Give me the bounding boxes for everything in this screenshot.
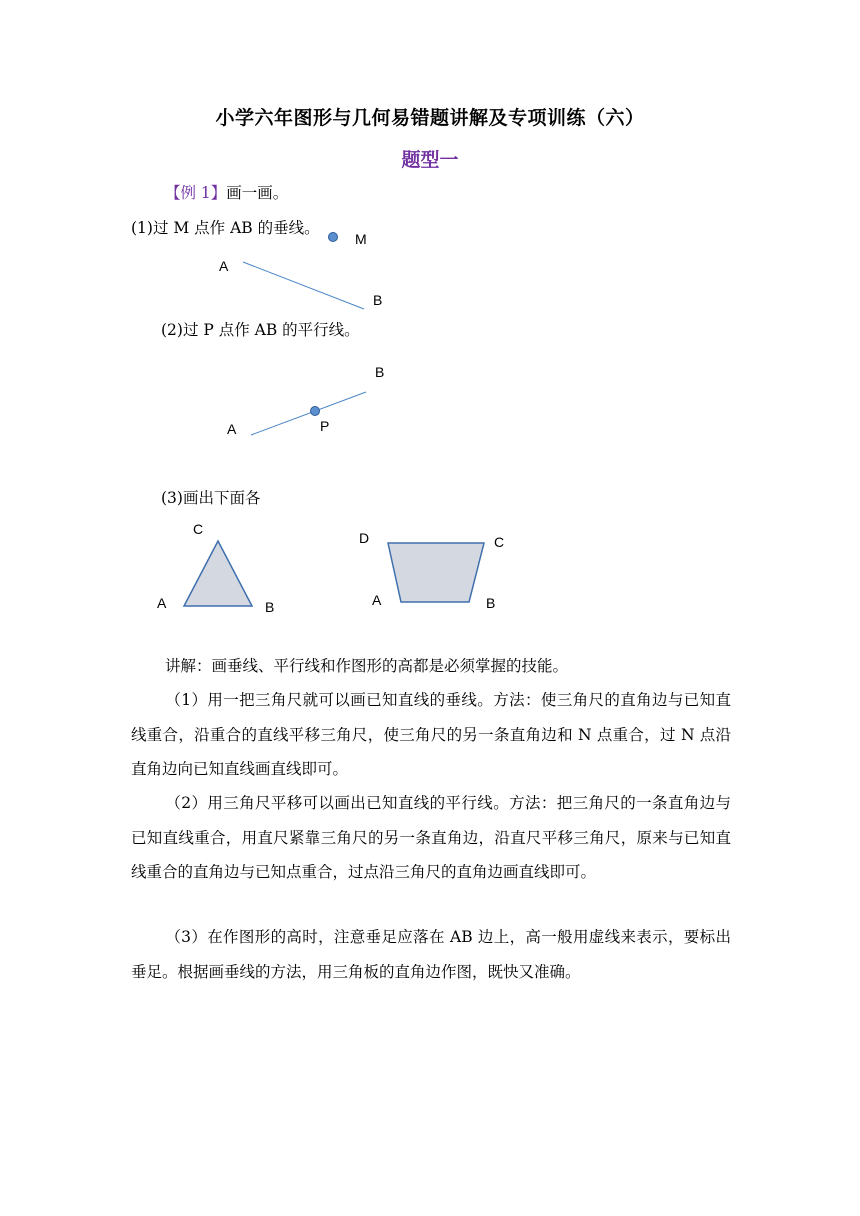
- triangle-label-c: C: [193, 521, 204, 537]
- question-3-text: (3)画出下面各: [161, 489, 261, 507]
- page-title: 小学六年图形与几何易错题讲解及专项训练（六）: [215, 107, 645, 129]
- example-tag: 【例 1】: [165, 184, 227, 202]
- q2-label-b: B: [375, 364, 385, 380]
- explanation-intro: 讲解：画垂线、平行线和作图形的高都是必须掌握的技能。: [165, 657, 569, 675]
- q2-point-p: [311, 407, 320, 416]
- trapezoid-label-d: D: [359, 530, 370, 546]
- triangle-label-a: A: [157, 595, 167, 611]
- q1-label-a: A: [219, 258, 229, 274]
- explanation-paragraph-2: [131, 786, 731, 890]
- explanation-paragraph-1-text: （1）用一把三角尺就可以画已知直线的垂线。方法：使三角尺的直角边与已知直线重合，沿重合的直线平移三角尺，使三角尺的另一条直角边和 N 点重合，过 N 点沿直角边向已知直线画直线即可。: [131, 691, 731, 778]
- example-prompt: 画一画。: [226, 184, 289, 202]
- explanation-paragraph-1: [131, 683, 731, 787]
- q1-label-m: M: [355, 231, 367, 247]
- trapezoid-label-b: B: [486, 595, 496, 611]
- explanation-paragraph-3-text: （3）在作图形的高时，注意垂足应落在 AB 边上，高一般用虚线来表示，要标出垂足。根据画垂线的方法，用三角板的直角边作图，既快又准确。: [131, 928, 731, 981]
- triangle-label-b: B: [265, 599, 275, 615]
- question-2-text: (2)过 P 点作 AB 的平行线。: [161, 321, 360, 339]
- q1-label-b: B: [373, 292, 383, 308]
- trapezoid-label-a: A: [372, 592, 382, 608]
- q1-line-ab: [243, 262, 364, 309]
- triangle-shape: [184, 541, 252, 606]
- explanation-paragraph-2-text: （2）用三角尺平移可以画出已知直线的平行线。方法：把三角尺的一条直角边与已知直线重合，用直尺紧靠三角尺的另一条直角边，沿直尺平移三角尺，原来与已知直线重合的直角边与已知点重合，过点沿三角尺的直角边画直线即可。: [131, 794, 731, 881]
- q2-label-a: A: [227, 421, 237, 437]
- section-heading: 题型一: [401, 149, 459, 171]
- question-1-text: (1)过 M 点作 AB 的垂线。: [131, 219, 320, 237]
- q1-point-m: [329, 233, 338, 242]
- explanation-paragraph-3: [131, 920, 731, 989]
- trapezoid-shape: [388, 543, 484, 602]
- q2-label-p: P: [320, 418, 330, 434]
- q2-line-ab: [251, 392, 366, 435]
- trapezoid-label-c: C: [494, 534, 505, 550]
